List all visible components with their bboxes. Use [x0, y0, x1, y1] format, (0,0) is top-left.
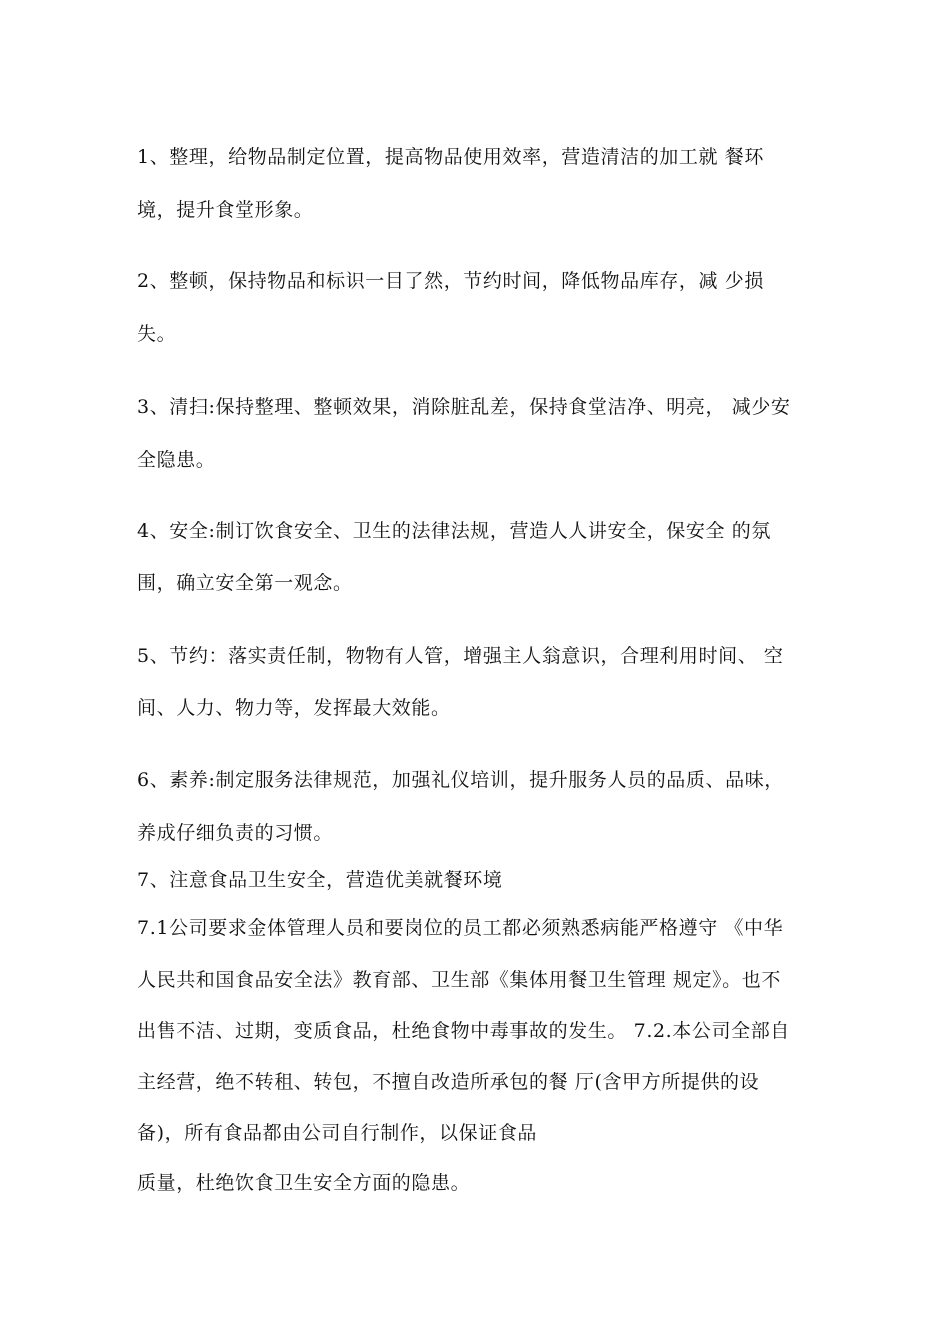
text-line: 3、清扫:保持整理、整顿效果，消除脏乱差，保持食堂洁净、明亮， 减少安: [137, 396, 791, 418]
text-line: 主经营，绝不转租、转包，不擅自改造所承包的餐 厅(含甲方所提供的设: [137, 1071, 760, 1093]
text-line: 1、整理，给物品制定位置，提高物品使用效率，营造清洁的加工就 餐环: [137, 146, 764, 168]
text-line: 7、注意食品卫生安全，营造优美就餐环境: [137, 869, 503, 891]
text-line: 6、素养:制定服务法律规范，加强礼仪培训，提升服务人员的品质、品味，: [137, 769, 784, 791]
text-line: 境，提升食堂形象。: [137, 199, 314, 221]
text-line: 失。: [137, 323, 177, 345]
text-line: 7.1公司要求金体管理人员和要岗位的员工都必须熟悉病能严格遵守 《中华: [137, 917, 784, 939]
text-line: 出售不洁、过期，变质食品，杜绝食物中毒事故的发生。 7.2.本公司全部自: [137, 1020, 790, 1042]
text-line: 2、整顿，保持物品和标识一目了然，节约时间，降低物品库存，减 少损: [137, 270, 764, 292]
text-line: 全隐患。: [137, 449, 216, 471]
text-line: 间、人力、物力等，发挥最大效能。: [137, 697, 451, 719]
text-line: 围，确立安全第一观念。: [137, 572, 353, 594]
text-line: 4、安全:制订饮食安全、卫生的法律法规，营造人人讲安全，保安全 的氛: [137, 520, 771, 542]
text-line: 人民共和国食品安全法》教育部、卫生部《集体用餐卫生管理 规定》。也不: [137, 969, 781, 991]
text-line: 养成仔细负责的习惯。: [137, 822, 334, 844]
text-line: 质量，杜绝饮食卫生安全方面的隐患。: [137, 1172, 471, 1194]
text-line: 备)，所有食品都由公司自行制作，以保证食品: [137, 1122, 538, 1144]
text-line: 5、节约：落实责任制，物物有人管，增强主人翁意识，合理利用时间、 空: [137, 645, 784, 667]
